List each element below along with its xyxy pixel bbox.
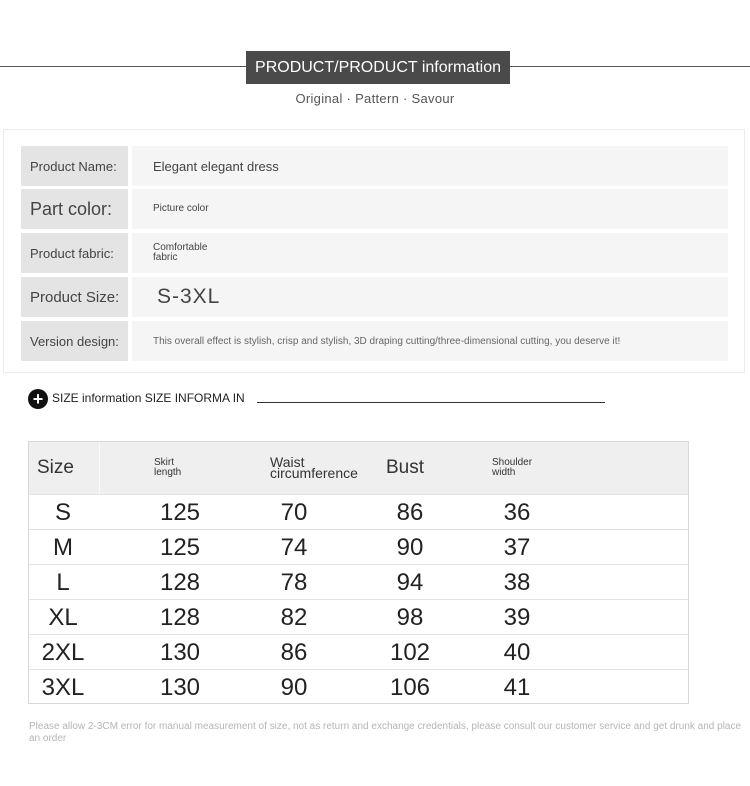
cell-waist: 78 <box>280 568 308 596</box>
info-row-color <box>21 189 728 229</box>
info-row-design <box>21 321 728 361</box>
info-row-name <box>21 146 728 186</box>
info-label: Product Name: <box>21 146 128 186</box>
cell-skirt-length: 125 <box>159 533 201 561</box>
row-divider <box>29 634 688 635</box>
cell-size: S <box>54 498 71 526</box>
cell-bust: 106 <box>389 673 431 701</box>
size-table <box>28 441 689 704</box>
info-value-text: Picture color <box>153 203 209 214</box>
info-row-size <box>21 277 728 317</box>
measurement-note: Please allow 2-3CM error for manual measurement of size, not as return and exchange credentials, please consult our customer service and get drunk and place an order <box>29 721 742 744</box>
cell-shoulder: 36 <box>503 498 531 526</box>
info-label: Product fabric: <box>21 233 128 273</box>
cell-bust: 94 <box>396 568 424 596</box>
header-separator <box>99 442 100 494</box>
cell-shoulder: 40 <box>503 638 531 666</box>
size-heading: SIZE information SIZE INFORMA IN <box>52 391 245 405</box>
info-value: Elegant elegant dress <box>132 146 728 186</box>
section-title: PRODUCT/PRODUCT information <box>246 51 510 84</box>
cell-size: XL <box>48 603 78 631</box>
cell-waist: 90 <box>280 673 308 701</box>
cell-skirt-length: 130 <box>159 673 201 701</box>
header-bust: Bust <box>386 457 425 478</box>
info-value: S-3XL <box>132 277 728 317</box>
cell-size: M <box>53 533 73 561</box>
cell-skirt-length: 128 <box>159 603 201 631</box>
row-divider <box>29 599 688 600</box>
cell-bust: 102 <box>389 638 431 666</box>
cell-skirt-length: 125 <box>159 498 201 526</box>
info-label: Version design: <box>21 321 128 361</box>
section-subtitle: Original · Pattern · Savour <box>295 91 455 106</box>
cell-size: 3XL <box>41 673 85 701</box>
info-value <box>132 189 728 229</box>
row-divider <box>29 494 688 495</box>
cell-shoulder: 41 <box>503 673 531 701</box>
cell-bust: 98 <box>396 603 424 631</box>
cell-waist: 70 <box>280 498 308 526</box>
header-size: Size <box>37 457 74 478</box>
size-heading-divider <box>257 402 605 403</box>
cell-bust: 90 <box>396 533 424 561</box>
cell-size: 2XL <box>41 638 85 666</box>
cell-shoulder: 39 <box>503 603 531 631</box>
info-value: This overall effect is stylish, crisp and stylish, 3D draping cutting/three-dimensional cutting, you deserve it! <box>132 321 728 361</box>
cell-skirt-length: 130 <box>159 638 201 666</box>
info-row-fabric <box>21 233 728 273</box>
cell-waist: 82 <box>280 603 308 631</box>
header-divider-left <box>0 66 246 67</box>
info-value <box>132 233 728 273</box>
cell-bust: 86 <box>396 498 424 526</box>
row-divider <box>29 529 688 530</box>
header-skirt-length: Skirt length <box>154 457 182 478</box>
cell-size: L <box>56 568 70 596</box>
header-divider-right <box>510 66 750 67</box>
header-waist: Waist circumference <box>270 454 358 481</box>
header-shoulder: Shoulder width <box>492 457 533 478</box>
cell-waist: 86 <box>280 638 308 666</box>
cell-shoulder: 38 <box>503 568 531 596</box>
info-value-text: Comfortable fabric <box>153 242 208 263</box>
info-label: Part color: <box>21 189 128 229</box>
cell-skirt-length: 128 <box>159 568 201 596</box>
info-label: Product Size: <box>21 277 128 317</box>
plus-circle-icon: + <box>28 389 48 409</box>
row-divider <box>29 564 688 565</box>
cell-shoulder: 37 <box>503 533 531 561</box>
row-divider <box>29 669 688 670</box>
cell-waist: 74 <box>280 533 308 561</box>
